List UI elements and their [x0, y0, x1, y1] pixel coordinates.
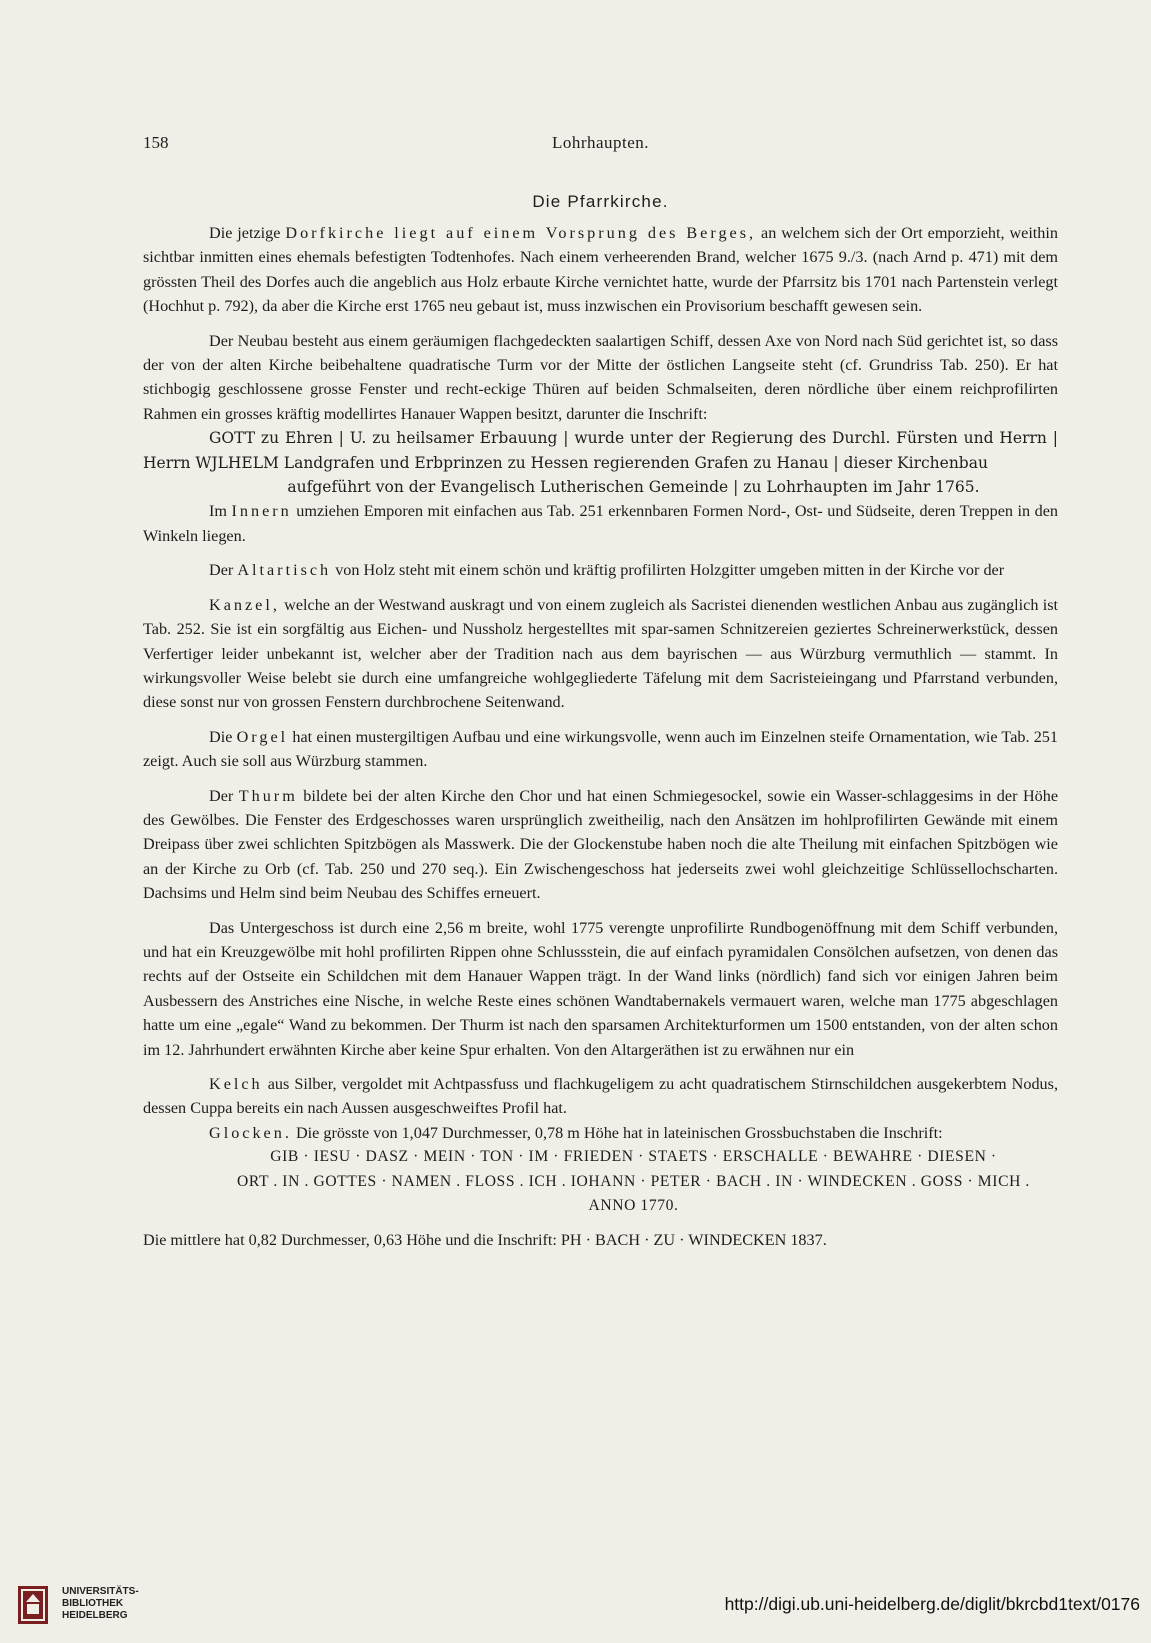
logo-line: UNIVERSITÄTS- [62, 1586, 139, 1597]
text-run: bildete bei der alten Kirche den Chor und hat einen Schmiegesockel, sowie ein Wasser-schlaggesims in der Höhe des Gewölbes. Die Fenster des Erdgeschosses waren ursprünglich zweitheilig, nach den Ansätzen im hohlprofilirten Gewände mit einem Dreipass über zwei schlichten Spitzbögen als Masswerk. Die der Glockenstube haben noch die alte Theilung mit einfachen Spitzbögen wie an der Kirche zu Orb (cf. Tab. 250 und 270 seq.). Ein Zwischengeschoss hat jederseits zwei wohl gleichzeitige Schlüssellochscharten. Dachsims und Helm sind beim Neubau des Schiffes erneuert. [143, 786, 1059, 903]
logo-text [62, 1586, 139, 1622]
text-run: Die [209, 727, 237, 746]
paragraph: Der Neubau besteht aus einem geräumigen flachgedeckten saalartigen Schiff, dessen Axe von Nord nach Süd gerichtet ist, so dass der von der alten Kirche beibehaltene quadratische Turm vor der Mitte der östlichen Langseite steht (cf. Grundriss Tab. 250). Er hat stichbogig geschlossene grosse Fenster und recht-eckige Thüren auf beiden Schmalseiten, deren nördliche über einem reichprofilirten Rahmen ein grosses kräftig modellirtes Hanauer Wappen besitzt, darunter die Inschrift: [143, 331, 1058, 423]
inscription-line: ORT . IN . GOTTES · NAMEN . FLOSS . ICH . IOHANN · PETER · BACH . IN · WINDECKEN . GOSS · MICH . [237, 1172, 1030, 1190]
text-run: umziehen Emporen mit einfachen aus Tab. 251 erkennbaren Formen Nord-, Ost- und Südseite, deren Treppen in den Winkeln liegen. [143, 502, 1058, 545]
section-title: Die Pfarrkirche. [532, 192, 669, 211]
paragraph [143, 499, 1058, 548]
library-logo [12, 1580, 172, 1635]
paragraph [143, 1121, 1058, 1145]
emphasis-text: Kelch [209, 1075, 263, 1093]
logo-line: HEIDELBERG [62, 1610, 128, 1621]
emphasis-text: Kanzel, [209, 595, 280, 614]
text-run: Die grösste von 1,047 Durchmesser, 0,78 m Höhe hat in lateinischen Grossbuchstaben die Inschrift: [291, 1123, 943, 1142]
text-run: Die jetzige [209, 224, 286, 242]
text-run: Der [209, 561, 238, 580]
paragraph [143, 221, 1058, 319]
running-title: Lohrhaupten. [551, 133, 650, 152]
paragraph: Das Untergeschoss ist durch eine 2,56 m breite, wohl 1775 verengte unprofilirte Rundbogenöffnung mit dem Schiff verbunden, und hat ein Kreuzgewölbe mit hohl profilirten Rippen ohne Schlussstein, die auf einfach pyramidalen Consölchen aufsetzen, von denen das rechts auf der Ostseite ein Schildchen mit dem Hanauer Wappen trägt. In der Wand links (nördlich) fand sich vor einigen Jahren beim Ausbessern des Anstriches eine Nische, in welche Reste eines schönen Wandtabernakels vermauert waren, welche man 1775 abgeschlagen hatte um eine „egale“ Wand zu bekommen. Der Thurm ist nach den sparsamen Architekturformen um 1500 entstanden, von der alten schon im 12. Jahrhundert erwähnten Kirche aber keine Spur erhalten. Von den Altargeräthen ist zu erwähnen nur ein [143, 918, 1058, 1059]
source-url[interactable]: http://digi.ub.uni-heidelberg.de/diglit/bkrcbd1text/0176 [724, 1594, 1140, 1614]
text-run: Der [209, 786, 239, 805]
fraktur-inscription [143, 426, 1058, 499]
inscription-line: GOTT zu Ehren | U. zu heilsamer Erbauung | wurde unter der Regierung des Durchl. Fürsten und Herrn | Herrn WJLHELM Landgrafen und Erbprinzen zu Hessen regierenden Grafen zu Hanau | dieser Kirchenbau [143, 429, 1058, 472]
page-number: 158 [143, 133, 169, 152]
inscription-line: ANNO 1770. [588, 1197, 679, 1215]
paragraph: Die mittlere hat 0,82 Durchmesser, 0,63 Höhe und die Inschrift: PH · BACH · ZU · WINDECKEN 1837. [143, 1231, 827, 1250]
paragraph [143, 593, 1058, 715]
paragraph [143, 558, 1058, 582]
logo-line: BIBLIOTHEK [62, 1598, 124, 1609]
text-run: an welchem sich der Ort emporzieht, weithin sichtbar inmitten eines ehemals befestigten Todtenhofes. Nach einem verheerenden Brand, welcher 1675 9./3. (nach Arnd p. 471) mit dem grössten Theil des Dorfes auch die angeblich aus Holz erbaute Kirche vernichtet hatte, wurde der Pfarrsitz bis 1701 nach Partenstein verlegt (Hochhut p. 792), da aber die Kirche erst 1765 neu gebaut ist, muss inzwischen ein Provisorium beschafft gewesen sein. [143, 224, 1058, 316]
text-run: welche an der Westwand auskragt und von einem zugleich als Sacristei dienenden westlichen Anbau aus zugänglich ist Tab. 252. Sie ist ein sorgfältig aus Eichen- und Nussholz hergestelltes mit spar-samen Schnitzereien geziertes Schreinerwerkstück, dessen Verfertiger leider unbekannt ist, welcher aber der Tradition nach aus dem bayrischen — aus Würzburg vermuthlich — stammt. In wirkungsvoller Weise belebt sie durch eine umfangreiche wohlgegliederte Täfelung mit dem Sacristeieingang und Pfarrstand verbunden, diese sonst nur von grossen Fenstern durchbrochene Seitenwand. [143, 595, 1058, 712]
text-run: Im [209, 502, 232, 521]
paragraph [143, 1072, 1058, 1121]
emphasis-text: Dorfkirche liegt auf einem Vorsprung des Berges, [285, 224, 757, 242]
paragraph [143, 784, 1058, 906]
emphasis-text: Innern [231, 502, 292, 521]
emphasis-text: Altartisch [237, 561, 332, 580]
library-crest-icon [12, 1580, 56, 1630]
body-text [143, 221, 1058, 1253]
emphasis-text: Glocken. [209, 1123, 292, 1142]
emphasis-text: Thurm [238, 786, 298, 805]
text-run: aus Silber, vergoldet mit Achtpassfuss und flachkugeligem zu acht quadratischem Stirnschildchen ausgekerbtem Nodus, dessen Cuppa bereits ein nach Aussen ausgeschweiftes Profil hat. [143, 1075, 1058, 1118]
text-run: von Holz steht mit einem schön und kräftig profilirten Holzgitter umgeben mitten in der Kirche vor der [331, 561, 1005, 580]
inscription-line: aufgeführt von der Evangelisch Lutherischen Gemeinde | zu Lohrhaupten im Jahr 1765. [287, 478, 980, 497]
bell-inscription [143, 1145, 1058, 1218]
emphasis-text: Orgel [236, 727, 289, 746]
running-header [143, 133, 1058, 157]
text-run: hat einen mustergiltigen Aufbau und eine wirkungsvolle, wenn auch im Einzelnen steife Ornamentation, wie Tab. 251 zeigt. Auch sie soll aus Würzburg stammen. [143, 727, 1058, 771]
inscription-line: GIB · IESU · DASZ · MEIN · TON · IM · FRIEDEN · STAETS · ERSCHALLE · BEWAHRE · DIESEN · [270, 1148, 997, 1166]
paragraph [143, 725, 1058, 774]
